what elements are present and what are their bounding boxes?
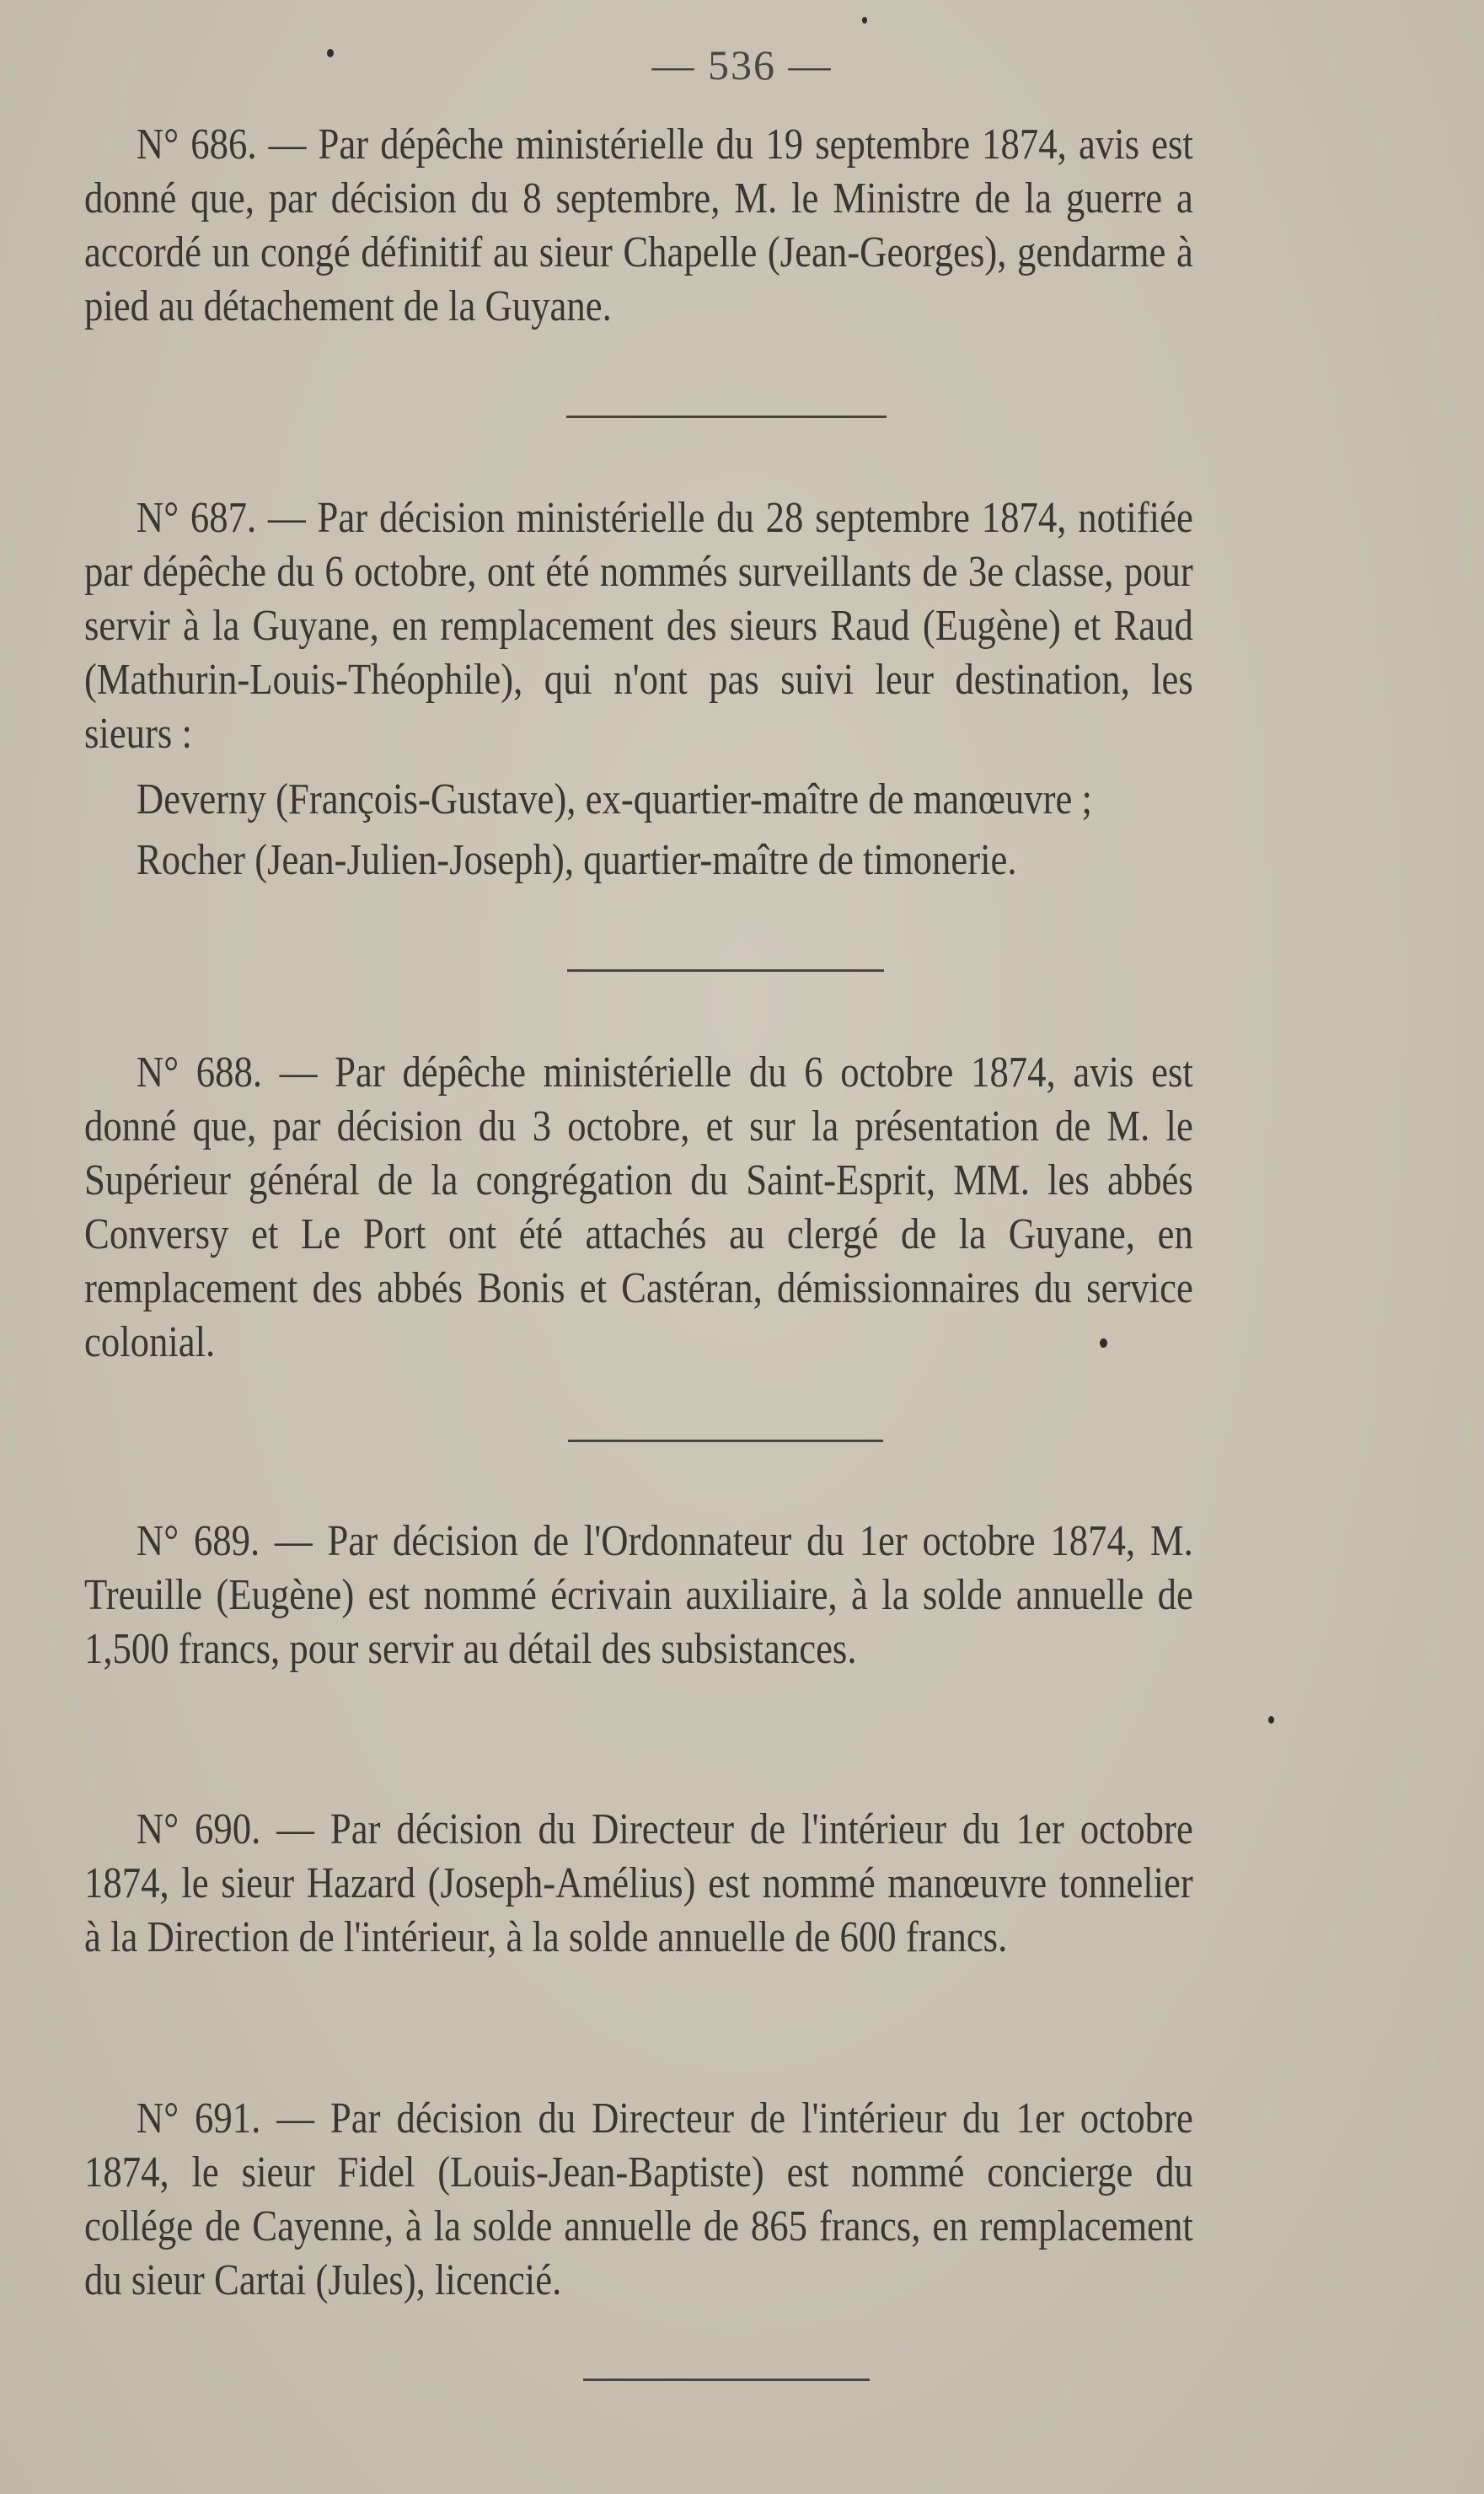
section-divider (583, 2379, 870, 2381)
section-divider (567, 969, 884, 972)
entry-text: N° 687. — Par décision ministérielle du 28 septembre 1874, notifiée par dépêche du 6 octobre, ont été nommés surveillants de 3e classe, pour servir à la Guyane, en remplacement des sieurs Raud (Eugène) et Raud (Mathurin-Louis-Théophile), qui n'ont pas suivi leur destination, les sieurs : (84, 494, 1193, 758)
section-divider (568, 1440, 883, 1442)
list-item: Deverny (François-Gustave), ex-quartier-maître de manœuvre ; (136, 775, 1092, 823)
ink-speck (862, 17, 867, 24)
entry-690 (84, 1803, 1193, 1965)
page-number: — 536 — (651, 41, 833, 88)
entry-689 (84, 1515, 1193, 1676)
ink-speck (1268, 1716, 1274, 1724)
entry-text: N° 691. — Par décision du Directeur de l'intérieur du 1er octobre 1874, le sieur Fidel (Louis-Jean-Baptiste) est nommé concierge du collége de Cayenne, à la solde annuelle de 865 francs, en remplacement du sieur Cartai (Jules), licencié. (84, 2094, 1193, 2304)
entry-text: N° 686. — Par dépêche ministérielle du 19 septembre 1874, avis est donné que, par décision du 8 septembre, M. le Ministre de la guerre a accordé un congé définitif au sieur Chapelle (Jean-Georges), gendarme à pied au détachement de la Guyane. (84, 121, 1193, 330)
entry-686 (84, 118, 1193, 334)
entry-text: N° 690. — Par décision du Directeur de l'intérieur du 1er octobre 1874, le sieur Hazard (Joseph-Amélius) est nommé manœuvre tonnelier à la Direction de l'intérieur, à la solde annuelle de 600 francs. (84, 1805, 1193, 1961)
section-divider (566, 416, 887, 418)
entry-text: N° 689. — Par décision de l'Ordonnateur du 1er octobre 1874, M. Treuille (Eugène) est nommé écrivain auxiliaire, à la solde annuelle de 1,500 francs, pour servir au détail des subsistances. (84, 1517, 1193, 1673)
list-item: Rocher (Jean-Julien-Joseph), quartier-maître de timonerie. (136, 836, 1017, 884)
entry-688 (84, 1046, 1193, 1370)
entry-687 (84, 491, 1193, 888)
entry-691 (84, 2092, 1193, 2308)
entry-text: N° 688. — Par dépêche ministérielle du 6 octobre 1874, avis est donné que, par décision du 3 octobre, et sur la présentation de M. le Supérieur général de la congrégation du Saint-Esprit, MM. les abbés Conversy et Le Port ont été attachés au clergé de la Guyane, en remplacement des abbés Bonis et Castéran, démissionnaires du service colonial. (84, 1049, 1193, 1366)
ink-speck (327, 49, 334, 57)
